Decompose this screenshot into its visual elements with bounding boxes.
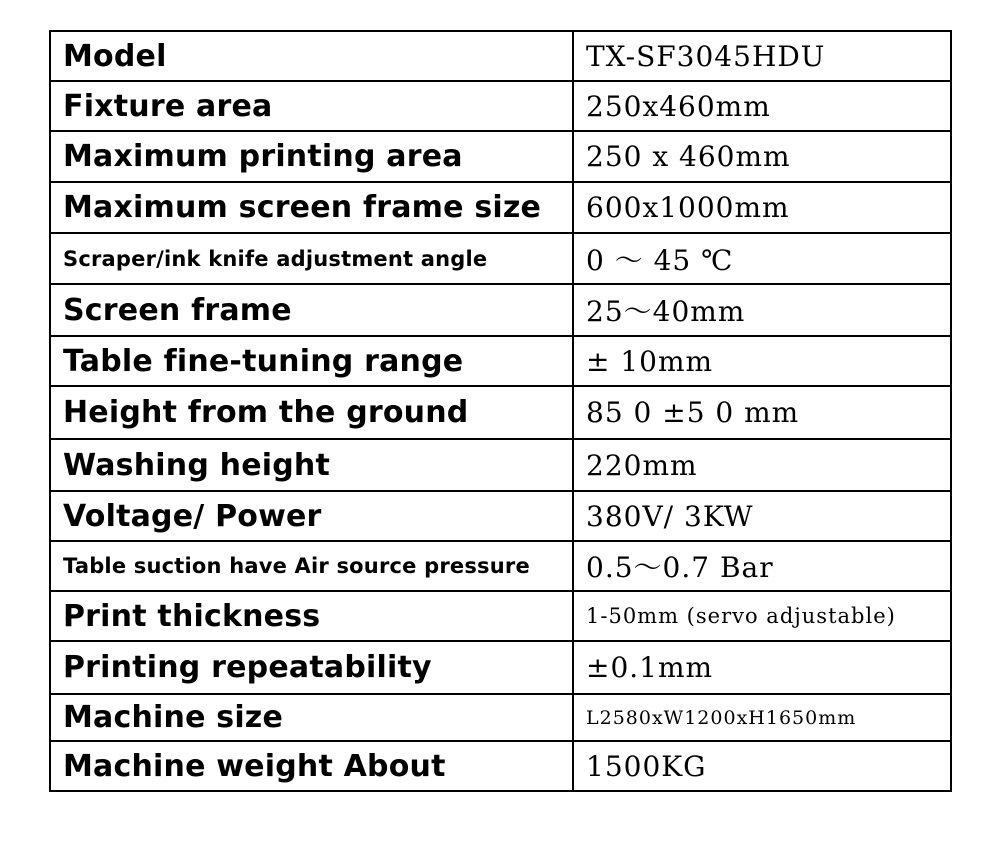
spec-label: Scraper/ink knife adjustment angle (50, 233, 573, 284)
spec-label: Maximum printing area (50, 131, 573, 182)
table-row (50, 641, 951, 694)
spec-value: 0.5～0.7 Bar (573, 541, 951, 591)
table-row (50, 284, 951, 336)
table-row (50, 541, 951, 591)
spec-value: 380V/ 3KW (573, 491, 951, 541)
spec-value: 25～40mm (573, 284, 951, 336)
spec-label: Table suction have Air source pressure (50, 541, 573, 591)
spec-value: 600x1000mm (573, 182, 951, 233)
spec-value: 0 ～ 45 ℃ (573, 233, 951, 284)
spec-label: Machine size (50, 694, 573, 741)
table-row (50, 336, 951, 386)
spec-value: ±0.1mm (573, 641, 951, 694)
table-row (50, 439, 951, 491)
spec-label: Screen frame (50, 284, 573, 336)
table-row (50, 741, 951, 791)
spec-label: Table fine-tuning range (50, 336, 573, 386)
spec-label: Print thickness (50, 591, 573, 641)
spec-value: 1-50mm (servo adjustable) (573, 591, 951, 641)
spec-value: 250 x 460mm (573, 131, 951, 182)
spec-label: Fixture area (50, 81, 573, 131)
spec-value: TX-SF3045HDU (573, 31, 951, 81)
table-row (50, 694, 951, 741)
table-row (50, 591, 951, 641)
table-row (50, 31, 951, 81)
table-row (50, 131, 951, 182)
spec-label: Washing height (50, 439, 573, 491)
spec-value: L2580xW1200xH1650mm (573, 694, 951, 741)
spec-value: 85 0 ±5 0 mm (573, 386, 951, 439)
table-row (50, 182, 951, 233)
spec-table (49, 30, 952, 792)
table-row (50, 491, 951, 541)
spec-value: ± 10mm (573, 336, 951, 386)
spec-label: Maximum screen frame size (50, 182, 573, 233)
table-row (50, 81, 951, 131)
spec-label: Machine weight About (50, 741, 573, 791)
table-row (50, 386, 951, 439)
spec-value: 1500KG (573, 741, 951, 791)
spec-label: Voltage/ Power (50, 491, 573, 541)
spec-label: Height from the ground (50, 386, 573, 439)
spec-label: Printing repeatability (50, 641, 573, 694)
spec-value: 250x460mm (573, 81, 951, 131)
table-row (50, 233, 951, 284)
spec-value: 220mm (573, 439, 951, 491)
spec-label: Model (50, 31, 573, 81)
